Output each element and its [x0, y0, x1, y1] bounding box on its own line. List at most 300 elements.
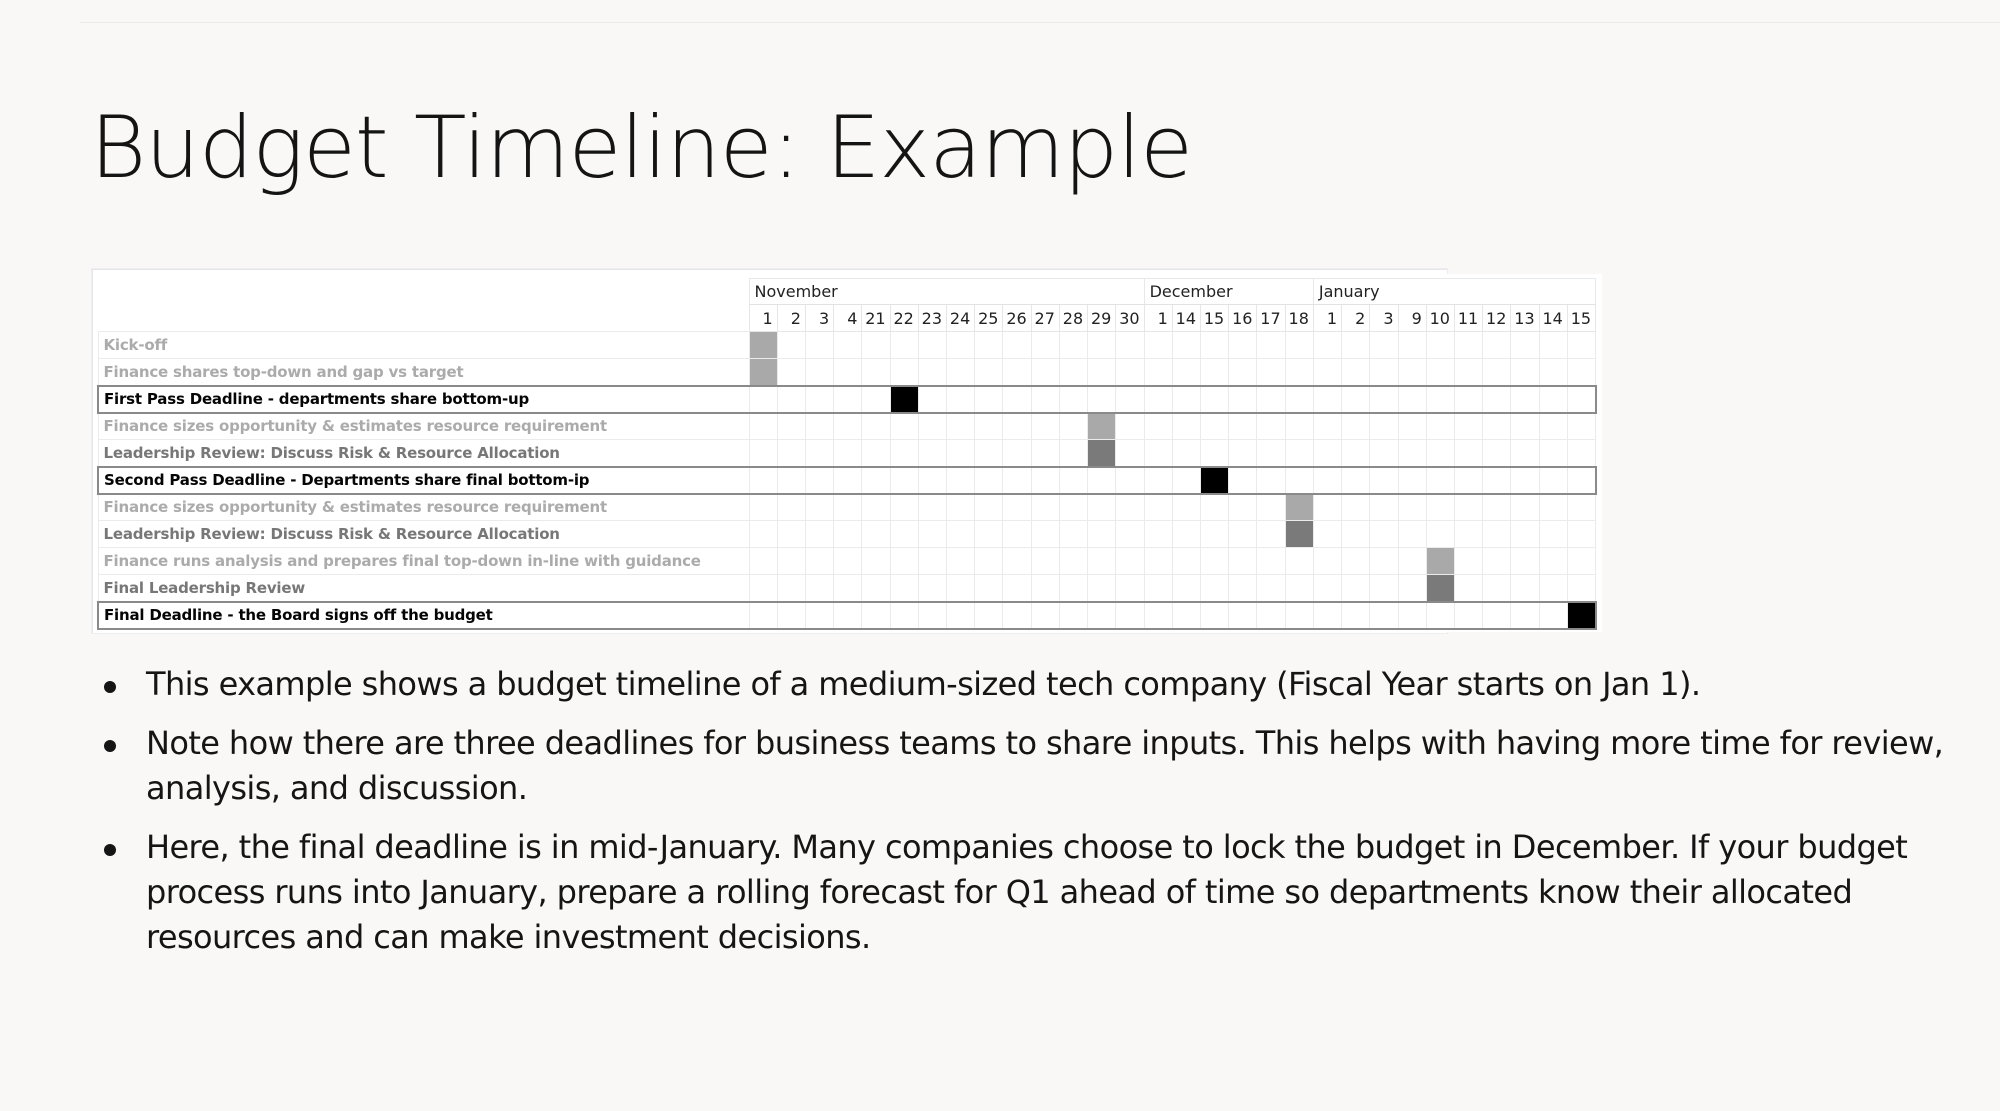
task-label: Finance runs analysis and prepares final top-down in-line with guidance: [98, 548, 749, 575]
timeline-cell: [1059, 413, 1087, 440]
timeline-cell: [805, 521, 833, 548]
task-row: [98, 494, 1596, 521]
timeline-cell: [1342, 575, 1370, 602]
note-item: [100, 825, 1960, 960]
timeline-cell: [1172, 386, 1200, 413]
timeline-cell: [947, 602, 975, 629]
timeline-cell: [1511, 575, 1539, 602]
timeline-cell: [1229, 521, 1257, 548]
timeline-cell: [1172, 575, 1200, 602]
timeline-cell: [918, 332, 946, 359]
task-row: [98, 548, 1596, 575]
timeline-cell: [749, 602, 777, 629]
timeline-cell: [805, 575, 833, 602]
deadline-row: [98, 602, 1596, 629]
timeline-cell: [862, 521, 890, 548]
timeline-cell: [1398, 494, 1426, 521]
timeline-cell: [1257, 413, 1285, 440]
timeline-cell: [1567, 548, 1595, 575]
day-header: 1: [1313, 305, 1341, 332]
task-label: Finance shares top-down and gap vs target: [98, 359, 749, 386]
budget-timeline-table: [97, 278, 1597, 630]
timeline-cell: [1313, 332, 1341, 359]
task-row: [98, 440, 1596, 467]
timeline-marker-cell: [1201, 467, 1229, 494]
timeline-cell: [749, 440, 777, 467]
timeline-cell: [975, 494, 1003, 521]
timeline-cell: [1257, 467, 1285, 494]
timeline-cell: [1116, 548, 1144, 575]
day-header: 15: [1201, 305, 1229, 332]
task-row: [98, 413, 1596, 440]
timeline-cell: [947, 467, 975, 494]
timeline-cell: [1088, 359, 1116, 386]
timeline-cell: [1172, 602, 1200, 629]
timeline-cell: [1116, 413, 1144, 440]
timeline-cell: [1342, 413, 1370, 440]
timeline-cell: [1257, 386, 1285, 413]
timeline-cell: [1370, 332, 1398, 359]
day-header: 15: [1567, 305, 1595, 332]
timeline-cell: [890, 332, 918, 359]
timeline-cell: [1398, 521, 1426, 548]
timeline-cell: [1088, 521, 1116, 548]
timeline-cell: [862, 413, 890, 440]
timeline-cell: [1144, 494, 1172, 521]
timeline-cell: [1003, 386, 1031, 413]
timeline-cell: [805, 548, 833, 575]
note-text: This example shows a budget timeline of a medium-sized tech company (Fiscal Year starts on Jan 1).: [146, 665, 1701, 703]
label-header-blank: [98, 305, 749, 332]
timeline-cell: [1201, 548, 1229, 575]
timeline-cell: [1031, 602, 1059, 629]
timeline-cell: [834, 413, 862, 440]
day-header: 23: [918, 305, 946, 332]
timeline-cell: [1172, 467, 1200, 494]
timeline-cell: [1398, 602, 1426, 629]
timeline-cell: [1003, 494, 1031, 521]
timeline-cell: [1567, 521, 1595, 548]
timeline-cell: [1454, 413, 1482, 440]
timeline-cell: [890, 494, 918, 521]
timeline-cell: [834, 332, 862, 359]
timeline-cell: [1201, 332, 1229, 359]
timeline-cell: [975, 467, 1003, 494]
timeline-cell: [947, 359, 975, 386]
timeline-cell: [1567, 413, 1595, 440]
timeline-cell: [1370, 413, 1398, 440]
timeline-cell: [1454, 359, 1482, 386]
timeline-cell: [749, 575, 777, 602]
timeline-cell: [947, 440, 975, 467]
timeline-cell: [1454, 602, 1482, 629]
timeline-cell: [1201, 575, 1229, 602]
timeline-cell: [834, 440, 862, 467]
timeline-cell: [1116, 359, 1144, 386]
timeline-cell: [862, 575, 890, 602]
top-divider: [80, 22, 2000, 23]
timeline-cell: [975, 575, 1003, 602]
timeline-cell: [1285, 548, 1313, 575]
timeline-cell: [1313, 548, 1341, 575]
timeline-cell: [918, 467, 946, 494]
timeline-cell: [1088, 467, 1116, 494]
timeline-cell: [1483, 602, 1511, 629]
timeline-cell: [1454, 332, 1482, 359]
timeline-cell: [1567, 440, 1595, 467]
timeline-cell: [947, 332, 975, 359]
timeline-cell: [1116, 467, 1144, 494]
timeline-cell: [1201, 386, 1229, 413]
task-label: Kick-off: [98, 332, 749, 359]
bullet-dot-icon: [104, 681, 116, 693]
day-header: 22: [890, 305, 918, 332]
timeline-cell: [1454, 521, 1482, 548]
timeline-cell: [975, 413, 1003, 440]
timeline-cell: [1144, 575, 1172, 602]
timeline-cell: [862, 548, 890, 575]
timeline-cell: [1003, 440, 1031, 467]
timeline-cell: [1511, 332, 1539, 359]
timeline-cell: [834, 386, 862, 413]
timeline-cell: [1031, 386, 1059, 413]
task-label: Final Deadline - the Board signs off the budget: [98, 602, 749, 629]
day-header: 18: [1285, 305, 1313, 332]
timeline-cell: [1059, 602, 1087, 629]
timeline-cell: [890, 575, 918, 602]
timeline-cell: [1567, 386, 1595, 413]
timeline-cell: [1229, 494, 1257, 521]
task-row: [98, 575, 1596, 602]
day-header: 1: [749, 305, 777, 332]
notes-list: [100, 662, 1960, 974]
timeline-cell: [749, 467, 777, 494]
timeline-cell: [1201, 359, 1229, 386]
timeline-cell: [834, 494, 862, 521]
timeline-cell: [1454, 548, 1482, 575]
timeline-cell: [1454, 386, 1482, 413]
timeline-cell: [1257, 494, 1285, 521]
task-label: Final Leadership Review: [98, 575, 749, 602]
day-header: 11: [1454, 305, 1482, 332]
day-header: 10: [1426, 305, 1454, 332]
timeline-cell: [1031, 521, 1059, 548]
timeline-cell: [1313, 440, 1341, 467]
timeline-cell: [1483, 413, 1511, 440]
timeline-cell: [1229, 359, 1257, 386]
day-header: 14: [1539, 305, 1567, 332]
timeline-cell: [1313, 494, 1341, 521]
timeline-cell: [1539, 548, 1567, 575]
timeline-marker-cell: [749, 359, 777, 386]
day-header: 1: [1144, 305, 1172, 332]
day-header: 9: [1398, 305, 1426, 332]
timeline-cell: [1116, 386, 1144, 413]
timeline-cell: [1201, 521, 1229, 548]
task-label: Finance sizes opportunity & estimates resource requirement: [98, 494, 749, 521]
timeline-cell: [975, 359, 1003, 386]
timeline-cell: [1285, 467, 1313, 494]
timeline-cell: [1285, 332, 1313, 359]
timeline-cell: [1313, 602, 1341, 629]
timeline-cell: [1059, 440, 1087, 467]
timeline-cell: [1567, 467, 1595, 494]
task-label: Leadership Review: Discuss Risk & Resource Allocation: [98, 440, 749, 467]
timeline-cell: [834, 359, 862, 386]
timeline-cell: [1313, 359, 1341, 386]
timeline-cell: [1285, 575, 1313, 602]
task-row: [98, 332, 1596, 359]
timeline-cell: [1511, 494, 1539, 521]
timeline-cell: [1483, 494, 1511, 521]
timeline-cell: [1003, 332, 1031, 359]
note-text: Note how there are three deadlines for business teams to share inputs. This helps with having more time for review, analysis, and discussion.: [146, 724, 1944, 807]
timeline-cell: [1031, 440, 1059, 467]
timeline-cell: [862, 440, 890, 467]
timeline-cell: [777, 386, 805, 413]
timeline-cell: [777, 359, 805, 386]
note-item: [100, 662, 1960, 707]
timeline-cell: [975, 386, 1003, 413]
timeline-cell: [1257, 548, 1285, 575]
timeline-cell: [862, 602, 890, 629]
slide-title: Budget Timeline: Example: [90, 98, 1193, 198]
timeline-cell: [1539, 359, 1567, 386]
timeline-cell: [1426, 521, 1454, 548]
timeline-marker-cell: [749, 332, 777, 359]
timeline-cell: [890, 440, 918, 467]
timeline-cell: [1426, 359, 1454, 386]
timeline-cell: [1116, 440, 1144, 467]
timeline-cell: [918, 440, 946, 467]
day-header: 17: [1257, 305, 1285, 332]
timeline-cell: [1172, 332, 1200, 359]
day-header: 3: [1370, 305, 1398, 332]
timeline-cell: [1285, 602, 1313, 629]
day-header: 2: [1342, 305, 1370, 332]
timeline-cell: [1229, 467, 1257, 494]
timeline-cell: [1342, 359, 1370, 386]
timeline-cell: [1342, 467, 1370, 494]
timeline-cell: [1539, 521, 1567, 548]
timeline-cell: [1003, 602, 1031, 629]
timeline-cell: [777, 413, 805, 440]
timeline-cell: [805, 467, 833, 494]
timeline-cell: [1031, 494, 1059, 521]
timeline-cell: [890, 359, 918, 386]
note-text: Here, the final deadline is in mid-January. Many companies choose to lock the budget in December. If your budget process runs into January, prepare a rolling forecast for Q1 ahead of time so departments know their allocated resources and can make investment decisions.: [146, 828, 1908, 956]
timeline-cell: [1398, 332, 1426, 359]
timeline-cell: [1511, 413, 1539, 440]
timeline-cell: [975, 332, 1003, 359]
timeline-cell: [777, 494, 805, 521]
timeline-cell: [1511, 521, 1539, 548]
month-header-january: January: [1313, 279, 1595, 305]
timeline-cell: [918, 602, 946, 629]
timeline-cell: [1454, 494, 1482, 521]
day-header: 25: [975, 305, 1003, 332]
timeline-cell: [947, 548, 975, 575]
timeline-cell: [777, 575, 805, 602]
timeline-cell: [1088, 575, 1116, 602]
timeline-cell: [1144, 548, 1172, 575]
deadline-row: [98, 467, 1596, 494]
timeline-cell: [1257, 521, 1285, 548]
timeline-cell: [1539, 386, 1567, 413]
timeline-cell: [1567, 332, 1595, 359]
timeline-cell: [1483, 548, 1511, 575]
timeline-cell: [1539, 575, 1567, 602]
timeline-cell: [1539, 467, 1567, 494]
timeline-cell: [1483, 521, 1511, 548]
timeline-cell: [1172, 413, 1200, 440]
timeline-cell: [1426, 467, 1454, 494]
timeline-cell: [1257, 575, 1285, 602]
timeline-cell: [947, 386, 975, 413]
timeline-cell: [1285, 413, 1313, 440]
timeline-cell: [1059, 332, 1087, 359]
timeline-marker-cell: [1285, 521, 1313, 548]
task-row: [98, 359, 1596, 386]
timeline-cell: [1229, 440, 1257, 467]
task-label: Finance sizes opportunity & estimates resource requirement: [98, 413, 749, 440]
timeline-cell: [1539, 413, 1567, 440]
timeline-cell: [1313, 467, 1341, 494]
timeline-cell: [1031, 575, 1059, 602]
timeline-cell: [1426, 413, 1454, 440]
note-item: [100, 721, 1960, 811]
timeline-cell: [1172, 494, 1200, 521]
timeline-cell: [1483, 386, 1511, 413]
timeline-cell: [1031, 467, 1059, 494]
task-label: Leadership Review: Discuss Risk & Resource Allocation: [98, 521, 749, 548]
timeline-cell: [1511, 359, 1539, 386]
timeline-cell: [1088, 332, 1116, 359]
timeline-cell: [805, 413, 833, 440]
timeline-cell: [918, 548, 946, 575]
task-rows: [98, 332, 1596, 629]
timeline-cell: [1144, 440, 1172, 467]
timeline-cell: [1172, 521, 1200, 548]
timeline-cell: [1144, 467, 1172, 494]
timeline-cell: [834, 548, 862, 575]
timeline-cell: [947, 494, 975, 521]
timeline-cell: [805, 602, 833, 629]
timeline-cell: [1398, 548, 1426, 575]
timeline-cell: [805, 386, 833, 413]
timeline-cell: [1370, 602, 1398, 629]
timeline-cell: [749, 386, 777, 413]
timeline-cell: [1370, 575, 1398, 602]
timeline-cell: [1229, 575, 1257, 602]
timeline-cell: [1116, 602, 1144, 629]
timeline-cell: [834, 467, 862, 494]
timeline-cell: [1483, 467, 1511, 494]
day-header: 28: [1059, 305, 1087, 332]
day-header: 2: [777, 305, 805, 332]
timeline-cell: [749, 413, 777, 440]
timeline-cell: [1370, 359, 1398, 386]
timeline-marker-cell: [1426, 575, 1454, 602]
timeline-cell: [1370, 548, 1398, 575]
timeline-cell: [947, 413, 975, 440]
timeline-cell: [1088, 494, 1116, 521]
day-header: 29: [1088, 305, 1116, 332]
timeline-cell: [1172, 440, 1200, 467]
timeline-cell: [1426, 332, 1454, 359]
timeline-cell: [749, 494, 777, 521]
timeline-cell: [1059, 575, 1087, 602]
timeline-cell: [1398, 413, 1426, 440]
day-header: 27: [1031, 305, 1059, 332]
timeline-cell: [1059, 521, 1087, 548]
timeline-cell: [1313, 521, 1341, 548]
timeline-cell: [918, 359, 946, 386]
task-row: [98, 521, 1596, 548]
day-header: 13: [1511, 305, 1539, 332]
timeline-cell: [975, 440, 1003, 467]
timeline-cell: [1511, 440, 1539, 467]
timeline-cell: [918, 521, 946, 548]
bullet-dot-icon: [104, 844, 116, 856]
timeline-cell: [1483, 359, 1511, 386]
timeline-marker-cell: [1285, 494, 1313, 521]
timeline-cell: [1567, 359, 1595, 386]
timeline-cell: [1059, 548, 1087, 575]
timeline-cell: [1144, 521, 1172, 548]
timeline-cell: [1426, 602, 1454, 629]
timeline-cell: [862, 359, 890, 386]
day-header: 26: [1003, 305, 1031, 332]
timeline-cell: [1003, 548, 1031, 575]
timeline-cell: [1567, 494, 1595, 521]
timeline-cell: [1483, 332, 1511, 359]
timeline-cell: [947, 521, 975, 548]
timeline-cell: [1342, 494, 1370, 521]
timeline-cell: [1003, 575, 1031, 602]
timeline-marker-cell: [1567, 602, 1595, 629]
timeline-cell: [1313, 413, 1341, 440]
timeline-cell: [805, 494, 833, 521]
timeline-cell: [890, 413, 918, 440]
timeline-cell: [1285, 359, 1313, 386]
timeline-cell: [1342, 386, 1370, 413]
timeline-cell: [1398, 440, 1426, 467]
timeline-cell: [1539, 332, 1567, 359]
timeline-cell: [777, 521, 805, 548]
timeline-cell: [1031, 548, 1059, 575]
timeline-cell: [1454, 575, 1482, 602]
timeline-cell: [975, 521, 1003, 548]
timeline-marker-cell: [1426, 548, 1454, 575]
timeline-cell: [1201, 602, 1229, 629]
timeline-cell: [1511, 386, 1539, 413]
day-header: 24: [947, 305, 975, 332]
timeline-cell: [1031, 332, 1059, 359]
day-header: 3: [805, 305, 833, 332]
timeline-cell: [805, 332, 833, 359]
timeline-cell: [1031, 359, 1059, 386]
timeline-cell: [890, 521, 918, 548]
timeline-cell: [862, 494, 890, 521]
timeline-cell: [918, 575, 946, 602]
timeline-marker-cell: [890, 386, 918, 413]
timeline-cell: [1088, 548, 1116, 575]
timeline-cell: [1003, 521, 1031, 548]
timeline-cell: [1201, 413, 1229, 440]
timeline-cell: [777, 602, 805, 629]
timeline-cell: [1539, 440, 1567, 467]
